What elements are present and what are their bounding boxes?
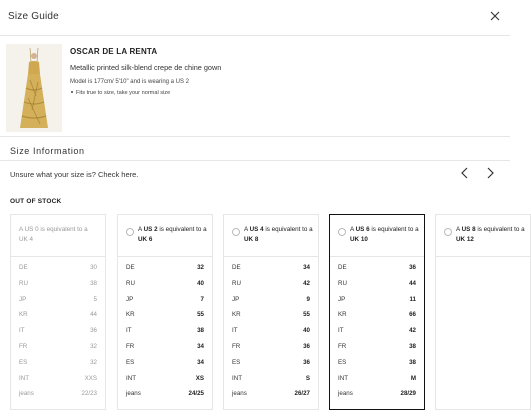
- chevron-left-icon[interactable]: [458, 165, 472, 181]
- size-guide-title: Size Guide: [8, 11, 59, 22]
- size-system-label: KR: [19, 311, 28, 319]
- size-card-header: [330, 215, 424, 257]
- size-value: 55: [197, 311, 204, 319]
- size-value: 26/27: [294, 390, 310, 398]
- size-system-label: jeans: [126, 390, 141, 398]
- uk-size: UK 12: [456, 236, 474, 243]
- size-system-label: IT: [19, 327, 25, 335]
- size-conversion-list: [118, 260, 212, 402]
- size-system-label: RU: [126, 279, 135, 287]
- size-help-link[interactable]: Unsure what your size is? Check here.: [10, 170, 139, 179]
- size-card-header: [118, 215, 212, 257]
- equivalence-text: A: [19, 226, 25, 233]
- size-row: [330, 339, 424, 355]
- size-system-label: INT: [19, 374, 29, 382]
- size-row: [330, 307, 424, 323]
- fit-text: Fits true to size, take your normal size: [76, 90, 171, 96]
- size-value: XXS: [84, 374, 97, 382]
- product-summary: [0, 36, 510, 137]
- model-info: Model is 177cm/ 5'10" and is wearing a US 2: [70, 79, 190, 85]
- radio-icon[interactable]: [338, 228, 346, 236]
- size-row: [11, 371, 105, 387]
- size-value: 38: [409, 342, 416, 350]
- size-equivalence: [138, 225, 210, 245]
- size-value: 36: [409, 264, 416, 271]
- size-value: 38: [197, 327, 204, 335]
- size-row: [11, 386, 105, 402]
- size-row: [330, 292, 424, 308]
- radio-icon[interactable]: [444, 228, 452, 236]
- size-row: [224, 355, 318, 371]
- equivalence-text: is equivalent to a: [369, 226, 419, 233]
- equivalence-text: A: [456, 226, 462, 233]
- size-system-label: KR: [126, 311, 135, 319]
- equivalence-text: A: [138, 226, 144, 233]
- size-value: 66: [409, 311, 416, 319]
- size-value: 44: [409, 279, 416, 287]
- size-system-label: JP: [126, 295, 134, 303]
- size-equivalence: [350, 225, 422, 245]
- size-row: [118, 276, 212, 292]
- size-value: 5: [93, 295, 97, 303]
- size-value: 42: [303, 279, 310, 287]
- size-system-label: ES: [19, 358, 28, 366]
- size-row: [118, 386, 212, 402]
- size-value: M: [410, 374, 416, 382]
- size-card-2[interactable]: [223, 214, 319, 410]
- size-row: [224, 386, 318, 402]
- product-name: Metallic printed silk-blend crepe de chine gown: [70, 63, 222, 72]
- size-system-label: DE: [126, 264, 135, 271]
- size-row: [11, 292, 105, 308]
- size-value: 40: [303, 327, 310, 335]
- uk-size: UK 6: [138, 236, 153, 243]
- size-system-label: RU: [232, 279, 241, 287]
- size-value: 28/29: [400, 390, 416, 398]
- size-row: [330, 323, 424, 339]
- us-size: US 2: [143, 226, 158, 233]
- size-system-label: IT: [232, 327, 238, 335]
- size-value: 32: [90, 342, 97, 350]
- size-row: [118, 371, 212, 387]
- size-row: [224, 323, 318, 339]
- size-row: [11, 323, 105, 339]
- size-value: 22/23: [81, 390, 97, 398]
- size-value: 7: [200, 295, 204, 303]
- size-value: 32: [90, 358, 97, 366]
- size-value: 38: [409, 358, 416, 366]
- size-value: XS: [195, 374, 204, 382]
- size-card-4[interactable]: [435, 214, 531, 410]
- size-value: 34: [197, 342, 204, 350]
- size-guide-header: [0, 0, 510, 36]
- product-brand: OSCAR DE LA RENTA: [70, 47, 158, 56]
- size-equivalence: [244, 225, 316, 245]
- size-card-0: [10, 214, 106, 410]
- size-value: 36: [303, 342, 310, 350]
- size-system-label: FR: [232, 342, 241, 350]
- size-system-label: DE: [338, 264, 347, 271]
- size-system-label: jeans: [19, 390, 34, 398]
- size-card-3[interactable]: [329, 214, 425, 410]
- size-system-label: JP: [19, 295, 27, 303]
- size-row: [224, 339, 318, 355]
- out-of-stock-label: OUT OF STOCK: [10, 198, 62, 205]
- size-value: 34: [303, 264, 310, 271]
- size-system-label: FR: [338, 342, 347, 350]
- size-system-label: INT: [338, 374, 348, 382]
- size-value: 36: [303, 358, 310, 366]
- size-system-label: JP: [232, 295, 240, 303]
- size-equivalence: [456, 225, 528, 245]
- size-value: 40: [197, 279, 204, 287]
- bullet-icon: [71, 91, 73, 93]
- size-conversion-list: [224, 260, 318, 402]
- close-icon[interactable]: [489, 9, 501, 21]
- size-information-title: Size Information: [10, 146, 85, 156]
- size-system-label: DE: [232, 264, 241, 271]
- size-value: 34: [197, 358, 204, 366]
- size-system-label: RU: [19, 279, 28, 287]
- size-system-label: INT: [232, 374, 242, 382]
- size-value: 32: [197, 264, 204, 271]
- size-system-label: DE: [19, 264, 28, 271]
- size-row: [330, 276, 424, 292]
- size-row: [11, 339, 105, 355]
- equivalence-text: is equivalent to a: [38, 226, 88, 233]
- size-card-1[interactable]: [117, 214, 213, 410]
- size-system-label: RU: [338, 279, 347, 287]
- size-value: 30: [90, 264, 97, 271]
- size-value: 42: [409, 327, 416, 335]
- product-image: [6, 44, 62, 132]
- size-row: [224, 260, 318, 276]
- size-card-header: [11, 215, 105, 257]
- size-value: 24/25: [188, 390, 204, 398]
- size-equivalence: [19, 225, 91, 245]
- size-conversion-list: [11, 260, 105, 402]
- equivalence-text: is equivalent to a: [475, 226, 525, 233]
- size-system-label: KR: [338, 311, 347, 319]
- equivalence-text: A: [350, 226, 356, 233]
- size-row: [224, 276, 318, 292]
- size-system-label: FR: [19, 342, 28, 350]
- size-row: [330, 260, 424, 276]
- size-row: [224, 307, 318, 323]
- size-row: [118, 307, 212, 323]
- size-row: [118, 292, 212, 308]
- size-row: [330, 355, 424, 371]
- size-row: [330, 371, 424, 387]
- radio-icon[interactable]: [232, 228, 240, 236]
- fit-note: [70, 90, 170, 96]
- uk-size: UK 8: [244, 236, 259, 243]
- size-value: 9: [306, 295, 310, 303]
- size-system-label: ES: [126, 358, 135, 366]
- equivalence-text: A: [244, 226, 250, 233]
- size-system-label: INT: [126, 374, 136, 382]
- size-system-label: ES: [232, 358, 241, 366]
- size-system-label: FR: [126, 342, 135, 350]
- size-system-label: ES: [338, 358, 347, 366]
- uk-size: UK 4: [19, 236, 33, 243]
- size-value: 55: [303, 311, 310, 319]
- size-system-label: IT: [338, 327, 344, 335]
- equivalence-text: is equivalent to a: [157, 226, 207, 233]
- size-row: [11, 355, 105, 371]
- size-row: [118, 260, 212, 276]
- size-conversion-list: [330, 260, 424, 402]
- size-row: [11, 260, 105, 276]
- us-size: US 6: [355, 226, 370, 233]
- size-system-label: JP: [338, 295, 346, 303]
- divider: [0, 160, 510, 161]
- size-row: [330, 386, 424, 402]
- size-system-label: jeans: [338, 390, 353, 398]
- us-size: US 4: [249, 226, 264, 233]
- size-row: [118, 355, 212, 371]
- size-value: 36: [90, 327, 97, 335]
- size-row: [224, 371, 318, 387]
- size-card-header: [436, 215, 530, 257]
- size-row: [118, 339, 212, 355]
- us-size: US 8: [461, 226, 476, 233]
- chevron-right-icon[interactable]: [483, 165, 497, 181]
- uk-size: UK 10: [350, 236, 368, 243]
- size-row: [11, 276, 105, 292]
- size-value: S: [305, 374, 310, 382]
- us-size: US 0: [24, 226, 39, 233]
- equivalence-text: is equivalent to a: [263, 226, 313, 233]
- size-system-label: KR: [232, 311, 241, 319]
- size-system-label: jeans: [232, 390, 247, 398]
- size-row: [224, 292, 318, 308]
- size-value: 11: [409, 295, 416, 303]
- size-row: [11, 307, 105, 323]
- size-value: 44: [90, 311, 97, 319]
- size-card-header: [224, 215, 318, 257]
- size-value: 38: [90, 279, 97, 287]
- radio-icon[interactable]: [126, 228, 134, 236]
- size-row: [118, 323, 212, 339]
- size-system-label: IT: [126, 327, 132, 335]
